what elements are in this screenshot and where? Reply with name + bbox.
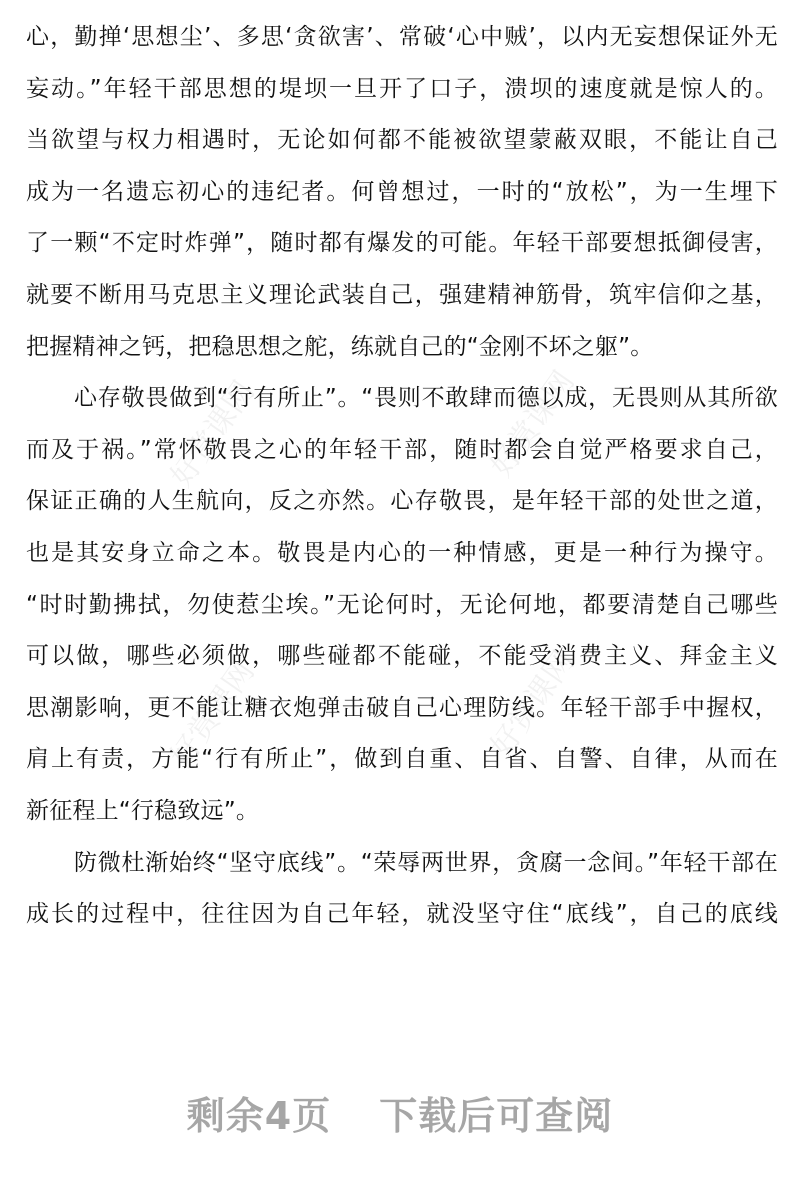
watermark: 好赏课网: [484, 364, 582, 484]
text-line: 妄动。”年轻干部思想的堤坝一旦开了口子，溃坝的速度就是惊人的。: [26, 75, 778, 102]
text-line: 可以做，哪些必须做，哪些碰都不能碰，不能受消费主义、拜金主义: [26, 643, 778, 670]
text-line: 当欲望与权力相遇时，无论如何都不能被欲望蒙蔽双眼，不能让自己: [26, 127, 778, 154]
text-line: 肩上有责，方能“行有所止”，做到自重、自省、自警、自律，从而在: [26, 746, 778, 773]
paragraph-start-line: 防微杜渐始终“坚守底线”。“荣辱两世界，贪腐一念间。”年轻干部在: [74, 849, 778, 876]
text-line: 成为一名遗忘初心的违纪者。何曾想过，一时的“放松”，为一生埋下: [26, 178, 778, 205]
text-line: 心，勤掸‘思想尘’、多思‘贪欲害’、常破‘心中贼’，以内无妄想保证外无: [26, 24, 778, 50]
text-line: 成长的过程中，往往因为自己年轻，就没坚守住“底线”，自己的底线: [26, 901, 778, 928]
remaining-pages-label: 剩余4页: [186, 1094, 332, 1138]
text-line: 就要不断用马克思主义理论武装自己，强建精神筋骨，筑牢信仰之基，: [26, 281, 778, 308]
watermark: 好赏课网: [164, 374, 262, 494]
text-line: 保证正确的人生航向，反之亦然。心存敬畏，是年轻干部的处世之道，: [26, 488, 778, 515]
text-line: 把握精神之钙，把稳思想之舵，练就自己的“金刚不坏之躯”。: [26, 333, 654, 360]
paragraph-start-line: 心存敬畏做到“行有所止”。“畏则不敢肆而德以成，无畏则从其所欲: [74, 385, 778, 412]
download-to-view-label: 下载后可查阅: [379, 1094, 614, 1138]
watermark: 好赏课网: [164, 654, 262, 774]
text-line: 也是其安身立命之本。敬畏是内心的一种情感，更是一种行为操守。: [26, 539, 778, 566]
text-line: 了一颗“不定时炸弹”，随时都有爆发的可能。年轻干部要想抵御侵害，: [26, 230, 778, 257]
document-body: [26, 12, 778, 941]
download-prompt[interactable]: [0, 1085, 800, 1140]
text-line: 而及于祸。”常怀敬畏之心的年轻干部，随时都会自觉严格要求自己，: [26, 436, 778, 463]
watermark: 好赏课网: [484, 644, 582, 764]
text-line: 新征程上“行稳致远”。: [26, 797, 260, 824]
text-line: “时时勤拂拭，勿使惹尘埃。”无论何时，无论何地，都要清楚自己哪些: [26, 591, 778, 618]
text-line: 思潮影响，更不能让糖衣炮弹击破自己心理防线。年轻干部手中握权，: [26, 694, 778, 721]
